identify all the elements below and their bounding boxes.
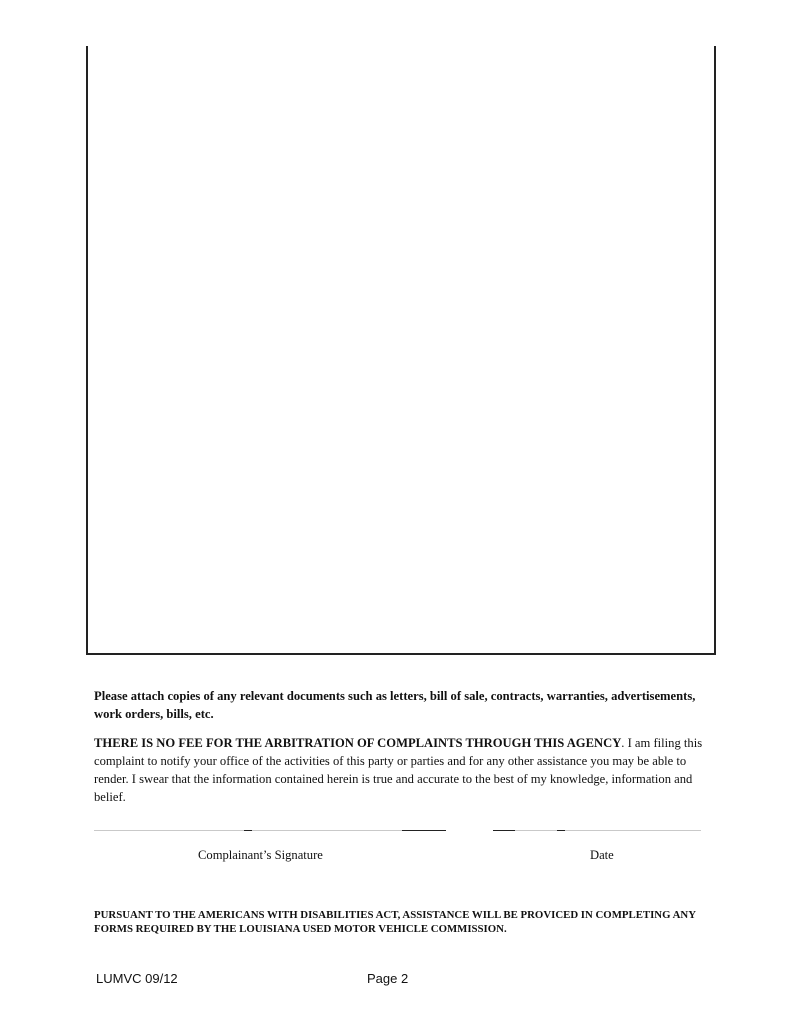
attach-documents-notice: Please attach copies of any relevant documents such as letters, bill of sale, contracts, warranties, advertisements, work orders, bills, etc. [94, 689, 696, 721]
fee-notice-heading: THERE IS NO FEE FOR THE ARBITRATION OF COMPLAINTS THROUGH THIS AGENCY [94, 736, 622, 750]
page-number: Page 2 [367, 971, 409, 986]
date-label: Date [590, 848, 614, 862]
signature-label: Complainant’s Signature [198, 848, 323, 862]
signature-line[interactable] [94, 830, 446, 831]
complaint-details-box[interactable] [86, 46, 716, 655]
fee-notice-body: . I am filing this complaint to notify your office of the activities of this party or parties and for any other assistance you may be able to render. I swear that the information contained herein is true and accurate to the best of my knowledge, information and belief. [94, 736, 703, 804]
date-line-mark [557, 830, 565, 831]
signature-line-mark [402, 830, 446, 831]
date-line-mark [493, 830, 515, 831]
form-code: LUMVC 09/12 [96, 971, 178, 986]
ada-notice: PURSUANT TO THE AMERICANS WITH DISABILITIES ACT, ASSISTANCE WILL BE PROVICED IN COMPLETING ANY FORMS REQUIRED BY THE LOUISIANA USED MOTOR VEHICLE COMMISSION. [94, 909, 696, 935]
date-line[interactable] [493, 830, 701, 831]
fee-notice [94, 734, 714, 806]
signature-line-mark [244, 830, 252, 831]
